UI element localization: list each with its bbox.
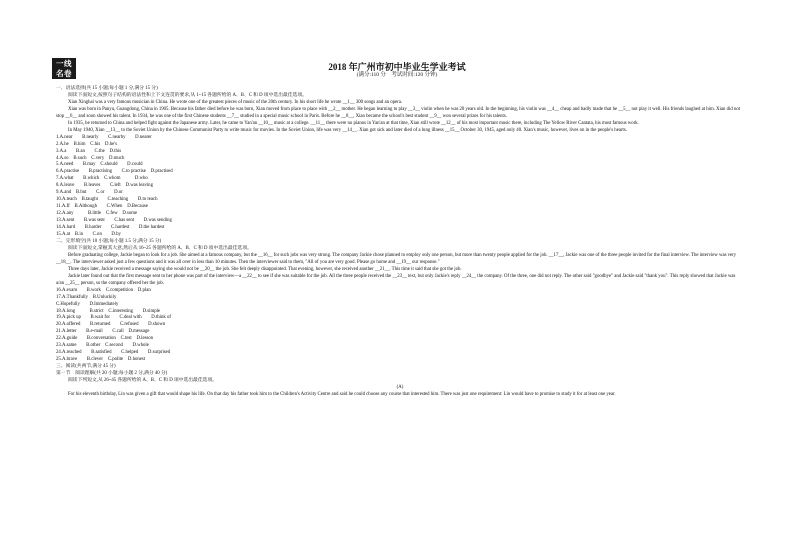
passage-paragraph: For his eleventh birthday, Lin was given a gift that would shape his life. On that day his father took him to the Children's Activity Centre and said he could choose any course that interested him. There was just one requirement: Lin would have to promise to study it for at least one year.	[68, 391, 616, 397]
passage-paragraph: Three days later, Jackie received a message saying she would not be __20__ the job. She felt deeply disappointed. That evening, however, she received another __21__. This time it said that she got the job.	[68, 266, 462, 272]
passage-label: (A)	[396, 384, 404, 390]
option-line: 12.A.any B.little C.few D.some	[56, 211, 138, 217]
option-line: 19.A.pick up B.wait for C.deal with D.think of	[56, 315, 171, 321]
exam-subtitle: (满分:110 分 考试时间:120 分钟)	[356, 72, 438, 78]
section-heading: 第一节 阅读理解(共 20 小题;每小题 2 分,满分 40 分)	[56, 371, 168, 377]
option-line: 10.A.teach B.taught C.teaching D.to teach	[56, 197, 158, 203]
passage-paragraph: In 1935, he returned to China and helped fight against the Japanese army. Later, he came to Yan'an __10__ music at a college. __11__ there were no pianos in Yan'an at that time, Xian still wrote __12__ of his most important music there, including The Yellow River Cantata, his most famous work.	[68, 120, 639, 126]
option-line: 17.A.Thankfully B.Unluckily	[56, 294, 117, 300]
option-line: 14.A.hard B.harder C.hardest D.the hardest	[56, 225, 165, 231]
option-line: 1.A.near B.nearly C.nearby D.nearer	[56, 134, 152, 140]
section-heading: 一、语法选择(共 15 小题;每小题 1 分,满分 15 分)	[56, 86, 158, 91]
option-line: 6.A.practise B.practising C.to practise D.practised	[56, 169, 173, 175]
section-heading: 三、阅读(共两节,满分 45 分)	[56, 364, 116, 370]
passage-paragraph: In May 1940, Xian __13__ to the Soviet Union by the Chinese Communist Party to write music for movies. In the Soviet Union, life was very __14__. Xian got sick and later died of a lung illness __15__ October 30, 1945, aged only 40. Xian's music, however, lives on in the people's hearts.	[68, 127, 627, 133]
option-line: 9.A.and B.but C.or D.or	[56, 190, 123, 196]
option-line: 7.A.what B.which C.whom D.who	[56, 176, 148, 182]
option-line: 16.A.exam B.work C.competition D.plan	[56, 287, 151, 293]
exam-body	[56, 86, 744, 399]
option-line: 8.A.leave B.leaves C.left D.was leaving	[56, 183, 153, 189]
option-line: 15.A.at B.in C.on D.by	[56, 232, 121, 238]
option-line: 21.A.letter B.e-mail C.call D.message	[56, 329, 150, 335]
option-line: C.Hopefully D.Immediately	[56, 301, 119, 307]
passage-paragraph: Jackie later found out that the first message sent to her phone was part of the interview—a __22__ to see if she was suitable for the job. All the three people received the __23__ text, but only Jackie's reply __24__ the company. Of the three, one did not reply. The other said "goodbye" and Jackie said "thank you". This reply showed that Jackie was a/an __25__ person, so the company offered her the job.	[56, 273, 736, 286]
option-line: 20.A.offered B.returned C.refused D.shown	[56, 322, 166, 328]
option-line: 22.A.guide B.conversation C.test D.lesson	[56, 336, 154, 342]
passage-paragraph: Xian was born in Panyu, Guangdong, China in 1905. Because his father died before he was born, Xian moved from place to place with __2__ mother. He began learning to play __3__ violin when he was 20 years old. In the beginning, his violin was __4__ cheap and badly made that he __5__ not play it well. His friends laughed at him. Xian did not stop __6__ and soon showed his talent. In 1934, he was one of the first Chinese students __7__ studied in a special music school in Paris. Before he __8__, Xian became the school's best student __9__ won several prizes for his talents.	[56, 106, 741, 119]
option-line: 11.A.If B.Although C.When D.Because	[56, 204, 148, 210]
section-heading: 阅读下面短文,掌握其大意,然后从 16~25 各题所给的 A、B、C 和 D 项中选出最佳选项。	[68, 245, 252, 251]
option-line: 24.A.reached B.satisfied C.helped D.surprised	[56, 350, 171, 356]
option-line: 4.A.so B.such C.very D.much	[56, 155, 125, 161]
option-line: 2.A.he B.him C.his D.he's	[56, 141, 117, 147]
section-heading: 阅读下面短文,按照句子结构的语法性和上下文连贯的要求,从 1~15 各题所给的 A、B、C 和 D 项中选出最佳选项。	[68, 92, 307, 98]
logo-line-1: 一线	[56, 59, 72, 68]
option-line: 18.A.long B.strict C.interesting D.simple	[56, 308, 161, 314]
option-line: 25.A.brave B.clever C.polite D.honest	[56, 357, 146, 363]
exam-title: 2018 年广州市初中毕业生学业考试	[328, 62, 466, 72]
option-line: 5.A.need B.may C.should D.could	[56, 162, 143, 168]
option-line: 3.A.a B.an C.the D.this	[56, 148, 122, 154]
section-heading: 阅读下列短文,从 26~45 各题所给的 A、B、C 和 D 项中选出最佳选项。	[68, 378, 218, 384]
logo-line-2: 名卷	[56, 68, 72, 78]
option-line: 13.A.sent B.was sent C.has sent D.was sending	[56, 218, 172, 224]
passage-paragraph: Xian Xinghai was a very famous musician in China. He wrote one of the greatest pieces of music of the 20th century. In his short life he wrote __1__ 300 songs and an opera.	[68, 99, 403, 105]
option-line: 23.A.same B.other C.second D.whole	[56, 343, 149, 349]
section-heading: 二、完形填空(共 10 小题;每小题 1.5 分,满分 15 分)	[56, 238, 162, 244]
passage-paragraph: Before graduating college, Jackie began to look for a job. She aimed at a famous company, but the __16__ for such jobs was very strong. The company Jackie chose planned to employ only one person, but more than twenty people applied for the job. __17__, Jackie was one of the three people invited for the final interview. The interview was very __18__. The interviewer asked just a few questions and it was all over in less than 10 minutes. Then the interviewer said to them, "All of you are very good. Please go home and __19__ our response."	[56, 252, 737, 265]
